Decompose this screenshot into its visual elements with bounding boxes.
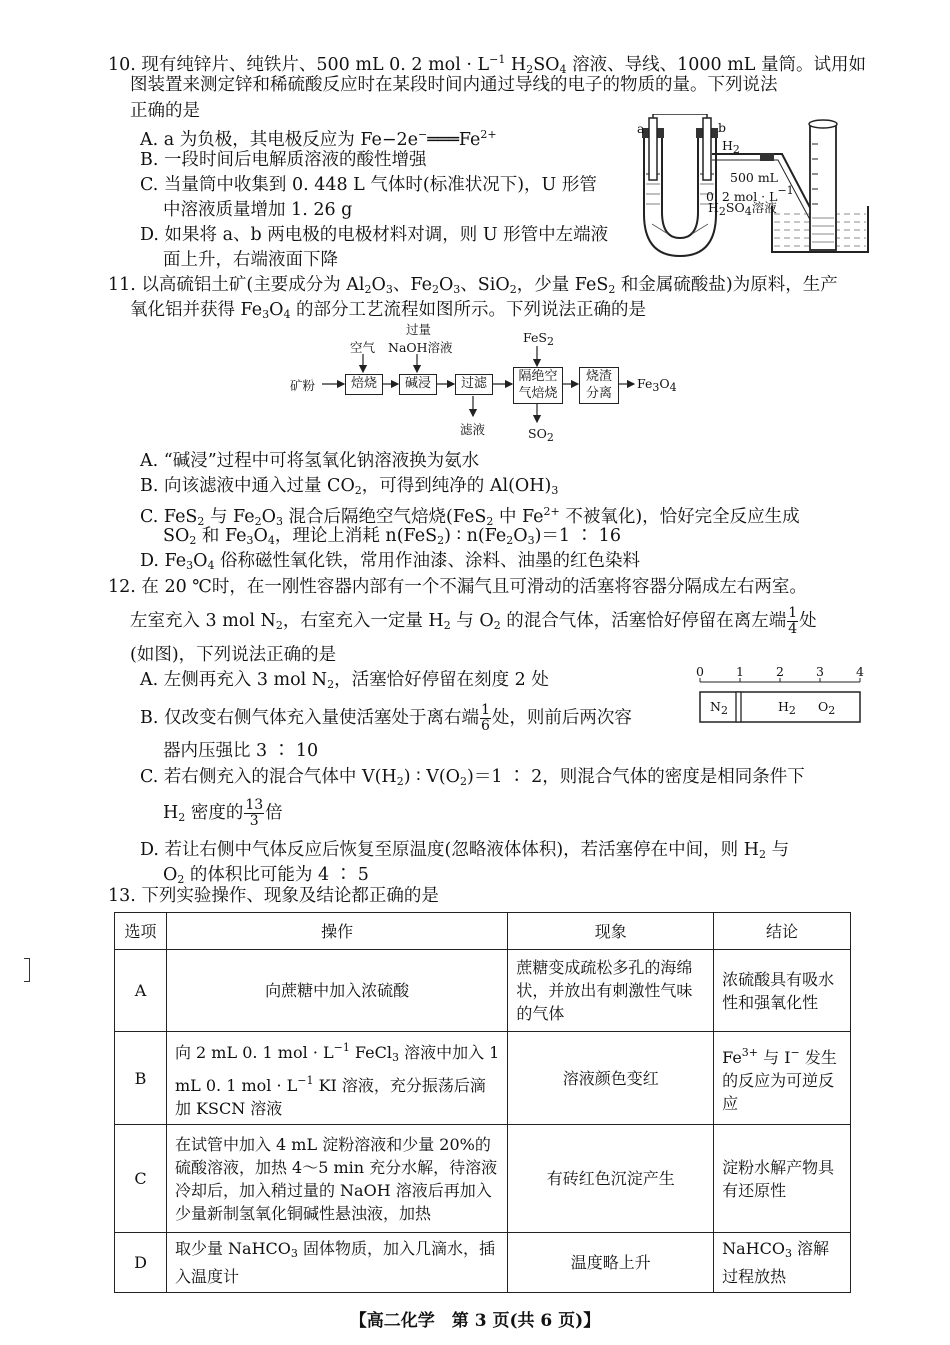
flow-so2-label: SO2 <box>528 426 554 444</box>
header-phenomenon: 现象 <box>508 913 714 950</box>
header-operation: 操作 <box>166 913 507 950</box>
q11-stem-line1: 11. 以高硫铝土矿(主要成分为 $Al_2O_3$、$Fe_2O_3$、SiO$_2$，少量 FeS$_2$ 和金属硫酸盐)为原料，生产 <box>108 275 838 296</box>
scale-2: 2 <box>776 664 784 679</box>
flow-box-filter: 过滤 <box>455 374 493 395</box>
q12-stem-line3: (如图)，下列说法正确的是 <box>130 645 337 665</box>
row-b-operation: 向 2 mL 0. 1 mol · $L^{-1}$ FeCl$_3$ 溶液中加入 1 mL 0. 1 mol · $L^{-1}$ KI 溶液，充分振荡后滴加 KSCN 溶液 <box>166 1032 507 1125</box>
q10-stem-line1: 10. 现有纯锌片、纯铁片、500 mL 0. 2 mol · $L^{-1}$ $H_2SO_4$ 溶液、导线、1000 mL 量筒。试用如 <box>108 53 866 76</box>
row-c-conclusion: 淀粉水解产物具有还原性 <box>714 1125 851 1233</box>
flow-box-alkali-leach: 碱浸 <box>399 374 437 395</box>
q10-option-c-line1: C. 当量筒中收集到 0. 448 L 气体时(标准状况下)，U 形管 <box>140 175 597 195</box>
table-row <box>115 1233 851 1293</box>
q12-option-d-line2: $O_2$ 的体积比可能为 4 ∶ 5 <box>163 865 369 886</box>
table-row <box>115 1032 851 1125</box>
q13-experiment-table <box>114 912 851 1293</box>
right-chamber-h2: H2 <box>778 699 796 717</box>
q10-option-d-line1: D. 如果将 a、b 两电极的电极材料对调，则 U 形管中左端液 <box>140 225 609 245</box>
q11-stem-line2: 氧化铝并获得 $Fe_3O_4$ 的部分工艺流程如图所示。下列说法正确的是 <box>130 300 647 321</box>
header-option: 选项 <box>115 913 167 950</box>
header-conclusion: 结论 <box>714 913 851 950</box>
row-a-phenomenon: 蔗糖变成疏松多孔的海绵状，并放出有刺激性气味的气体 <box>508 950 714 1032</box>
q10-stem-line2: 图装置来测定锌和稀硫酸反应时在某段时间内通过导线的电子的物质的量。下列说法 <box>130 75 778 95</box>
row-d-phenomenon: 温度略上升 <box>508 1233 714 1293</box>
flow-box-roast: 焙烧 <box>345 374 383 395</box>
scale-4: 4 <box>856 664 864 679</box>
left-chamber-n2: N2 <box>710 699 728 717</box>
scale-3: 3 <box>816 664 824 679</box>
margin-bracket-mark <box>24 958 30 982</box>
row-b-phenomenon: 溶液颜色变红 <box>508 1032 714 1125</box>
q12-stem-line2: 左室充入 3 mol $N_2$，右室充入一定量 $H_2$ 与 $O_2$ 的混合气体，活塞恰好停留在离左端 $\frac{1}{4}$ 处 <box>130 605 817 637</box>
fraction-one-quarter: $\frac{1}{4}$ <box>788 605 798 637</box>
solution-name-label: H2SO4溶液 <box>708 200 777 218</box>
q12-stem-line1: 12. 在 20 ℃时，在一刚性容器内部有一个不漏气且可滑动的活塞将容器分隔成左右两室。 <box>108 577 807 597</box>
row-c-operation: 在试管中加入 4 mL 淀粉溶液和少量 20%的硫酸溶液，加热 4～5 min 充分水解，待溶液冷却后，加入稍过量的 NaOH 溶液后再加入少量新制氢氧化铜碱性悬浊液，加热 <box>166 1125 507 1233</box>
q11-option-b: B. 向该滤液中通入过量 $CO_2$，可得到纯净的 $Al(OH)_3$ <box>140 476 559 497</box>
q13-stem: 13. 下列实验操作、现象及结论都正确的是 <box>108 886 439 906</box>
row-d-conclusion: NaHCO$_3$ 溶解过程放热 <box>714 1233 851 1293</box>
row-a-operation: 向蔗糖中加入浓硫酸 <box>166 950 507 1032</box>
row-b-option: B <box>115 1032 167 1125</box>
row-d-operation: 取少量 NaHCO$_3$ 固体物质，加入几滴水，插入温度计 <box>166 1233 507 1293</box>
q11-process-flowchart <box>290 318 680 448</box>
scale-0: 0 <box>696 664 704 679</box>
h2-gas-label: H2 <box>722 138 740 156</box>
solution-volume-label: 500 mL <box>730 170 778 185</box>
flow-end-fe3o4: Fe3O4 <box>637 376 677 394</box>
row-a-option: A <box>115 950 167 1032</box>
flow-air-label: 空气 <box>350 340 376 355</box>
table-row <box>115 1125 851 1233</box>
fraction-one-sixth: $\frac{1}{6}$ <box>480 702 490 734</box>
row-b-conclusion: $Fe^{3+}$ 与 I− 发生的反应为可逆反应 <box>714 1032 851 1125</box>
flow-start-ore: 矿粉 <box>290 378 316 393</box>
flow-fes2-label: FeS2 <box>523 330 554 348</box>
q12-option-d-line1: D. 若让右侧中气体反应后恢复至原温度(忽略液体体积)，若活塞停在中间，则 $H_2$ 与 <box>140 840 790 861</box>
flow-box-anaerobic-roast: 隔绝空 气焙烧 <box>513 367 563 404</box>
q10-apparatus-figure <box>632 114 872 264</box>
q12-option-b-line1: B. 仅改变右侧气体充入量使活塞处于离右端 $\frac{1}{6}$ 处，则前后两次容 <box>140 702 632 734</box>
table-row <box>115 950 851 1032</box>
flow-excess-label: 过量 <box>406 322 432 337</box>
right-chamber-o2: O2 <box>818 699 836 717</box>
page-footer: 【高二化学 第 3 页(共 6 页)】 <box>349 1311 601 1331</box>
row-d-option: D <box>115 1233 167 1293</box>
q10-option-b: B. 一段时间后电解质溶液的酸性增强 <box>140 150 427 170</box>
q10-stem-line3: 正确的是 <box>130 101 200 121</box>
flow-filtrate-label: 滤液 <box>460 422 486 437</box>
solution-conc-label: 0. 2 mol · L−1 <box>706 184 794 204</box>
q11-option-c-line2: $SO_2$ 和 $Fe_3O_4$，理论上消耗 n(FeS$_2$) ∶ $n(Fe_2O_3)=1$ ∶ 16 <box>163 526 621 547</box>
electrode-a-label: a <box>637 121 645 136</box>
q12-option-c-line2: $H_2$ 密度的 $\frac{13}{3}$ 倍 <box>163 797 283 829</box>
q12-option-c-line1: C. 若右侧充入的混合气体中 $V(H_2)$ ∶ $V(O_2)=1$ ∶ 2，则混合气体的密度是相同条件下 <box>140 767 805 788</box>
q11-option-c-line1: C. FeS$_2$ 与 $Fe_2O_3$ 混合后隔绝空气焙烧(FeS$_2$ 中 $Fe^{2+}$ 不被氧化)，恰好完全反应生成 <box>140 505 800 528</box>
q10-option-d-line2: 面上升，右端液面下降 <box>163 250 338 270</box>
row-a-conclusion: 浓硫酸具有吸水性和强氧化性 <box>714 950 851 1032</box>
q12-option-b-line2: 器内压强比 3 ∶ 10 <box>163 741 319 761</box>
q11-option-a: A. “碱浸”过程中可将氢氧化钠溶液换为氨水 <box>140 451 480 471</box>
table-header-row <box>115 913 851 950</box>
fraction-13-over-3: $\frac{13}{3}$ <box>245 797 264 829</box>
flow-box-slag-separate: 烧渣 分离 <box>579 367 619 404</box>
scale-1: 1 <box>736 664 744 679</box>
row-c-option: C <box>115 1125 167 1233</box>
q11-option-d: D. $Fe_3O_4$ 俗称磁性氧化铁，常用作油漆、涂料、油墨的红色染料 <box>140 551 640 572</box>
electrode-b-label: b <box>718 120 727 135</box>
q10-option-c-line2: 中溶液质量增加 1. 26 g <box>163 200 353 220</box>
q12-container-figure <box>690 664 870 726</box>
row-c-phenomenon: 有砖红色沉淀产生 <box>508 1125 714 1233</box>
q12-option-a: A. 左侧再充入 3 mol $N_2$，活塞恰好停留在刻度 2 处 <box>140 670 549 691</box>
q10-option-a: A. a 为负极，其电极反应为 $Fe-2e^-═══Fe^{2+}$ <box>140 128 497 150</box>
flow-naoh-label: NaOH溶液 <box>388 340 453 355</box>
